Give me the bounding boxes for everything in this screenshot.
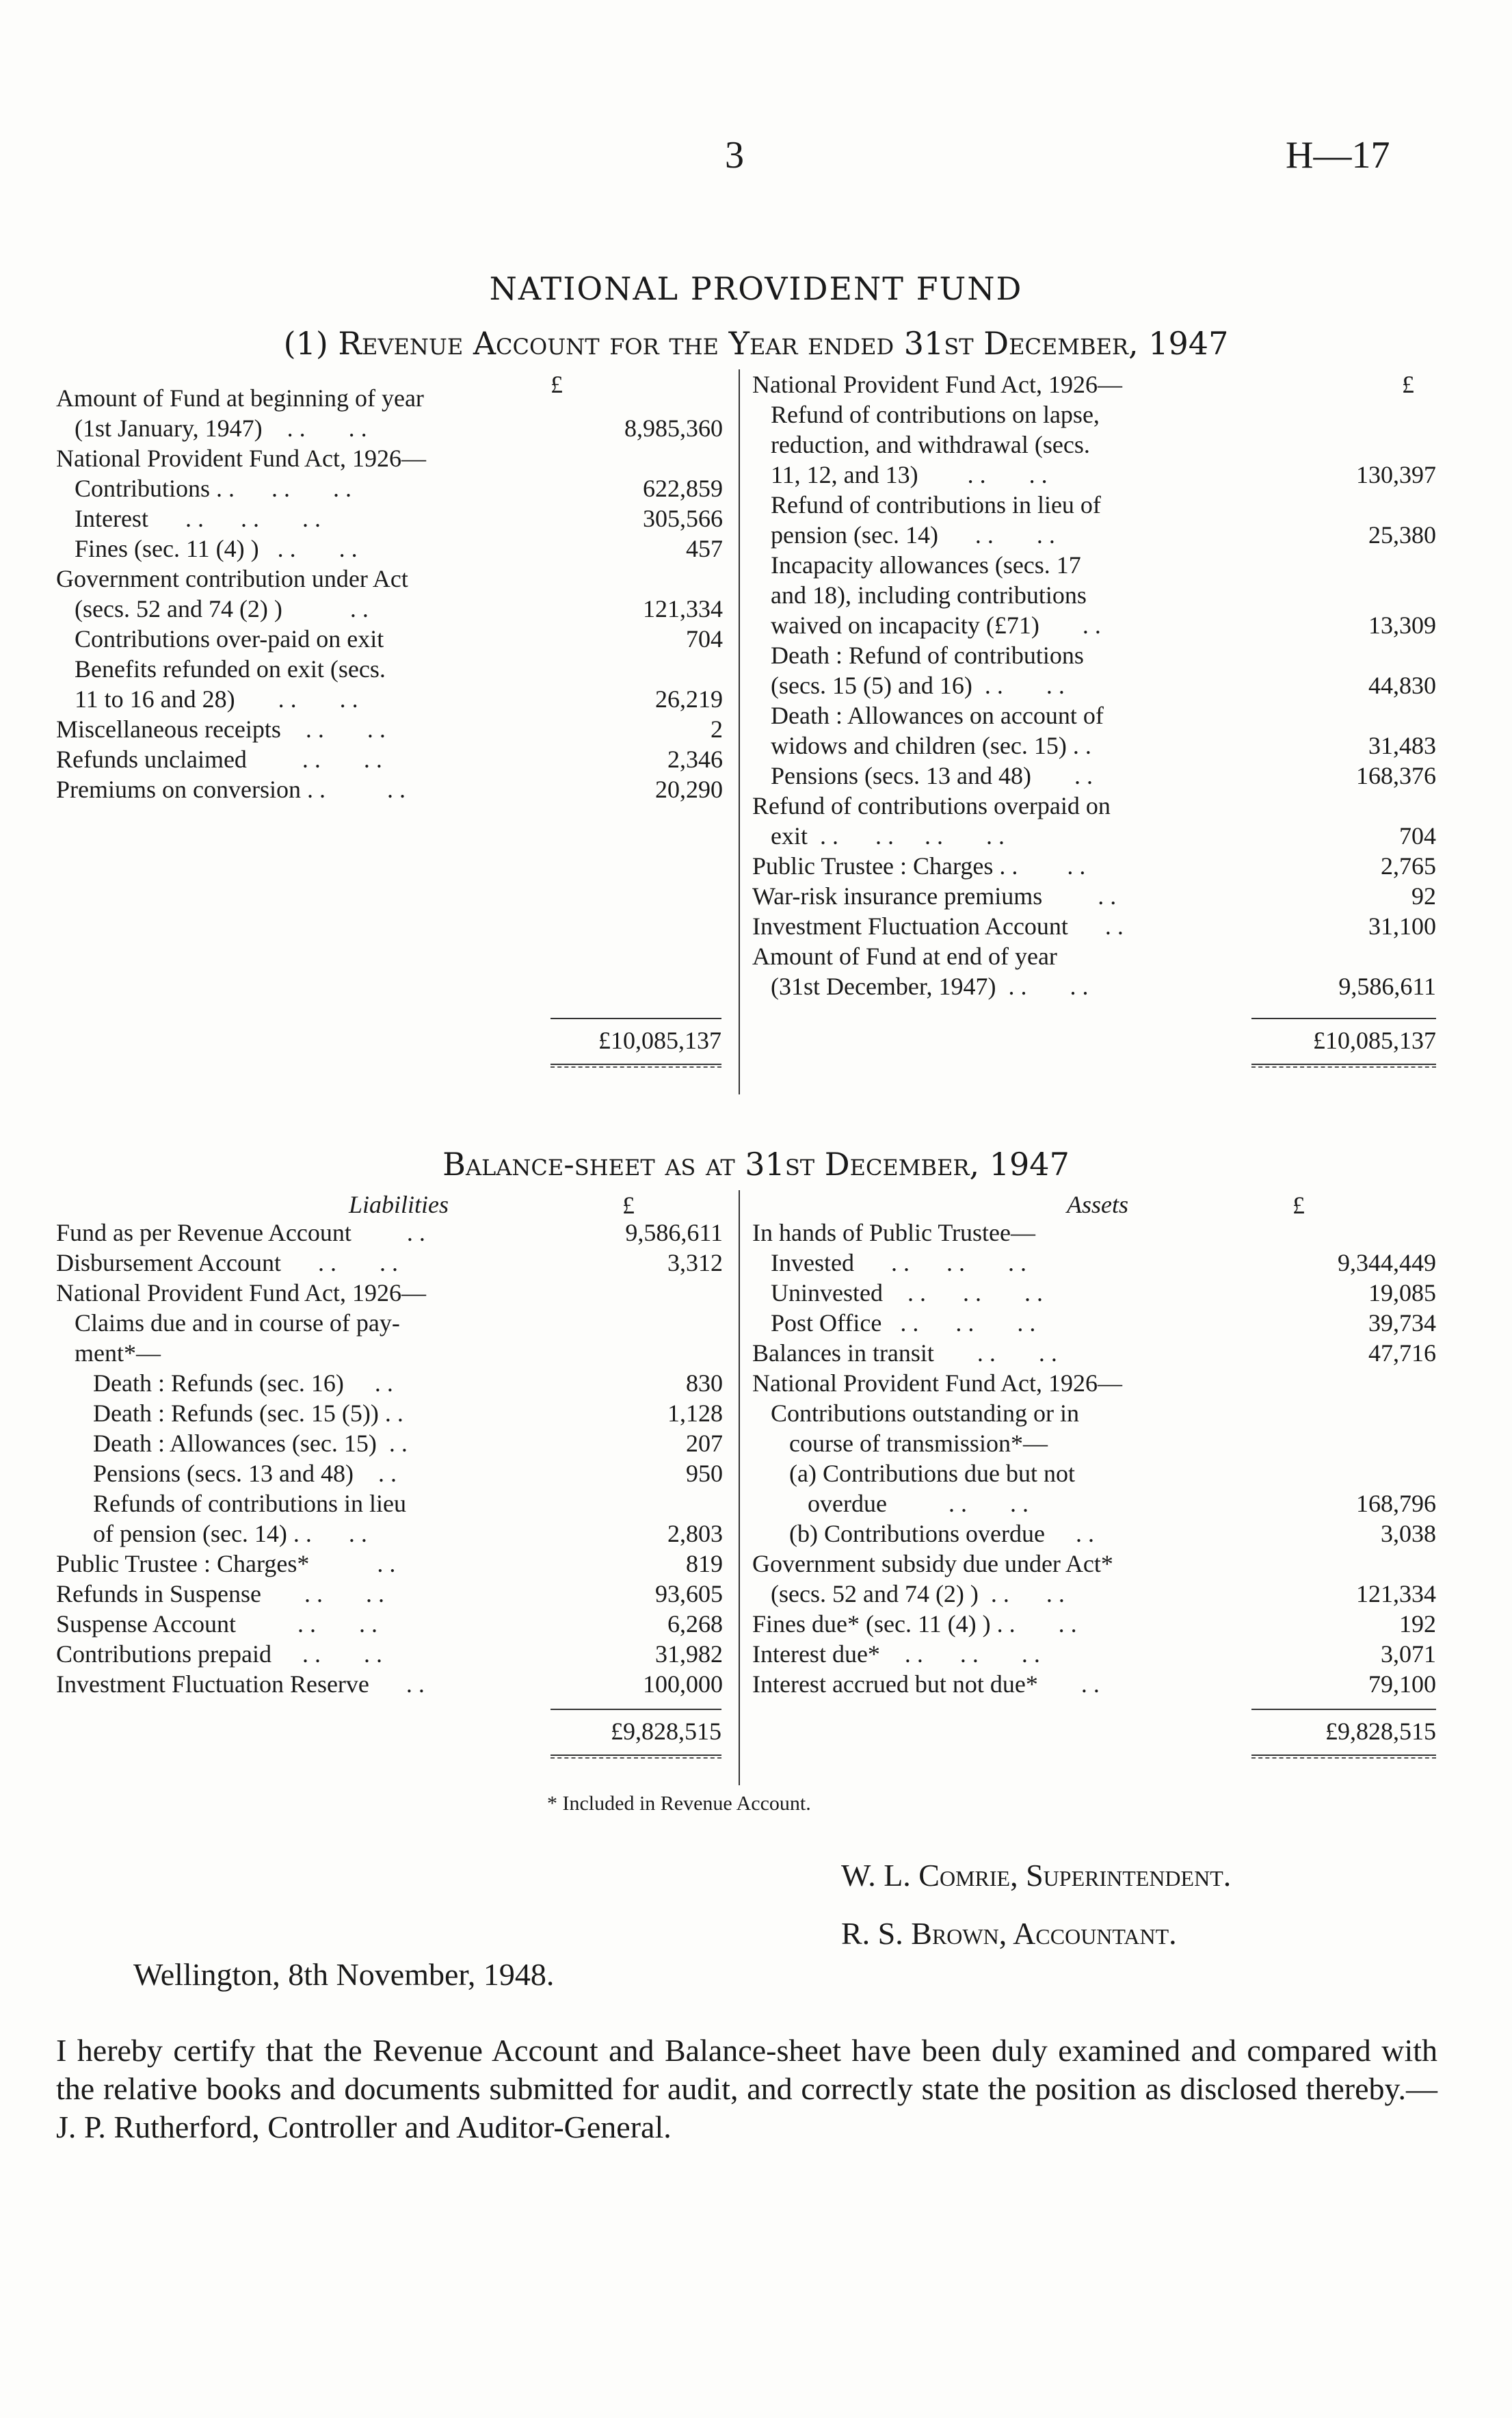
revenue-payment-label: Refund of contributions on lapse,	[752, 401, 1100, 428]
liability-row	[56, 1519, 723, 1549]
revenue-receipt-row	[56, 744, 723, 774]
revenue-payment-label: Public Trustee : Charges . . . .	[752, 852, 1086, 880]
place-and-date: Wellington, 8th November, 1948.	[133, 1957, 555, 1992]
revenue-receipt-amount: 2,346	[667, 746, 723, 773]
signature-superintendent: W. L. Comrie, Superintendent.	[841, 1858, 1232, 1893]
revenue-payment-label: Pensions (secs. 13 and 48) . .	[752, 762, 1093, 789]
revenue-left-currency: £	[551, 371, 563, 398]
revenue-receipt-label: Premiums on conversion . . . .	[56, 776, 406, 803]
revenue-payment-label: Investment Fluctuation Account . .	[752, 912, 1124, 940]
revenue-receipt-row	[56, 443, 723, 473]
asset-amount: 3,038	[1381, 1520, 1436, 1547]
liability-amount: 819	[686, 1550, 723, 1577]
revenue-payment-amount: 2,765	[1381, 852, 1436, 880]
revenue-payment-amount: 31,483	[1368, 732, 1436, 759]
revenue-receipt-row	[56, 473, 723, 503]
liability-row	[56, 1398, 723, 1428]
balance-right-double-rule	[1251, 1755, 1436, 1759]
asset-amount: 192	[1399, 1610, 1436, 1638]
asset-row	[752, 1218, 1436, 1248]
revenue-left-total-rule	[551, 1018, 721, 1019]
revenue-receipt-row	[56, 503, 723, 534]
asset-row	[752, 1428, 1436, 1458]
revenue-payment-label: waived on incapacity (£71) . .	[752, 612, 1101, 639]
revenue-payment-label: Refund of contributions overpaid on	[752, 792, 1111, 819]
revenue-payment-label: 11, 12, and 13) . . . .	[752, 461, 1048, 488]
revenue-payment-amount: 130,397	[1356, 461, 1436, 488]
audit-certificate: I hereby certify that the Revenue Account and Balance-sheet have been duly examined and compared with the relative books and documents submitted for audit, and correctly state the position as disclosed thereby.—J. P. Rutherford, Controller and Auditor-General.	[56, 2033, 1437, 2144]
revenue-column-divider	[739, 369, 740, 1094]
liability-row	[56, 1669, 723, 1699]
liability-label: Fund as per Revenue Account . .	[56, 1219, 425, 1246]
revenue-payment-row	[752, 851, 1436, 881]
asset-row	[752, 1248, 1436, 1278]
revenue-receipt-amount: 457	[686, 535, 723, 562]
revenue-payment-row	[752, 761, 1436, 791]
revenue-payment-row	[752, 520, 1436, 550]
asset-row	[752, 1579, 1436, 1609]
balance-left-total-rule	[551, 1709, 721, 1710]
revenue-payment-row	[752, 399, 1436, 430]
asset-amount: 168,796	[1356, 1490, 1436, 1517]
revenue-payment-label: National Provident Fund Act, 1926—	[752, 371, 1122, 398]
revenue-payments-list	[752, 369, 1436, 1001]
revenue-total-left: £10,085,137	[598, 1027, 721, 1054]
revenue-payment-amount: 31,100	[1368, 912, 1436, 940]
asset-amount: 121,334	[1356, 1580, 1436, 1607]
asset-amount: 19,085	[1368, 1279, 1436, 1306]
balance-total-left: £9,828,515	[611, 1718, 721, 1745]
revenue-payment-amount: 44,830	[1368, 672, 1436, 699]
asset-label: Government subsidy due under Act*	[752, 1550, 1113, 1577]
liability-row	[56, 1458, 723, 1488]
revenue-receipt-amount: 26,219	[655, 685, 723, 713]
revenue-receipt-label: (1st January, 1947) . . . .	[56, 415, 367, 442]
liability-row	[56, 1609, 723, 1639]
asset-row	[752, 1308, 1436, 1338]
asset-amount: 3,071	[1381, 1640, 1436, 1668]
revenue-receipt-row	[56, 534, 723, 564]
liability-row	[56, 1639, 723, 1669]
revenue-payment-label: Incapacity allowances (secs. 17	[752, 551, 1081, 579]
revenue-receipt-amount: 305,566	[643, 505, 723, 532]
revenue-payment-row	[752, 610, 1436, 640]
revenue-payment-label: (31st December, 1947) . . . .	[752, 973, 1089, 1000]
revenue-right-currency: £	[1402, 371, 1414, 398]
liability-row	[56, 1218, 723, 1248]
revenue-payment-row	[752, 881, 1436, 911]
revenue-payment-row	[752, 550, 1436, 580]
revenue-payment-label: Death : Allowances on account of	[752, 702, 1104, 729]
revenue-receipt-row	[56, 654, 723, 684]
revenue-receipt-label: National Provident Fund Act, 1926—	[56, 445, 426, 472]
revenue-receipt-row	[56, 774, 723, 804]
liabilities-heading: Liabilities	[349, 1191, 449, 1218]
revenue-receipt-label: 11 to 16 and 28) . . . .	[56, 685, 358, 713]
revenue-payment-row	[752, 911, 1436, 941]
asset-label: Invested . . . . . .	[752, 1249, 1026, 1276]
asset-amount: 9,344,449	[1338, 1249, 1436, 1276]
liability-label: Contributions prepaid . . . .	[56, 1640, 382, 1668]
revenue-payment-row	[752, 731, 1436, 761]
liability-row	[56, 1338, 723, 1368]
liability-label: Claims due and in course of pay-	[56, 1309, 400, 1337]
liability-label: Suspense Account . . . .	[56, 1610, 377, 1638]
asset-label: Balances in transit . . . .	[752, 1339, 1057, 1367]
revenue-payment-label: Refund of contributions in lieu of	[752, 491, 1101, 518]
revenue-payment-row	[752, 430, 1436, 460]
liability-label: Investment Fluctuation Reserve . .	[56, 1670, 425, 1698]
liability-amount: 31,982	[655, 1640, 723, 1668]
revenue-payment-amount: 25,380	[1368, 521, 1436, 549]
document-reference: H—17	[1286, 134, 1390, 176]
liability-label: Public Trustee : Charges* . .	[56, 1550, 396, 1577]
revenue-payment-amount: 13,309	[1368, 612, 1436, 639]
revenue-payment-amount: 92	[1411, 882, 1436, 910]
balance-left-currency: £	[622, 1192, 635, 1219]
revenue-receipt-amount: 8,985,360	[624, 415, 723, 442]
revenue-receipt-label: Miscellaneous receipts . . . .	[56, 715, 386, 743]
footnote: * Included in Revenue Account.	[547, 1792, 811, 1815]
asset-label: (secs. 52 and 74 (2) ) . . . .	[752, 1580, 1065, 1607]
revenue-receipt-row	[56, 684, 723, 714]
revenue-payment-row	[752, 460, 1436, 490]
liability-label: Refunds of contributions in lieu	[56, 1490, 406, 1517]
revenue-receipt-label: Fines (sec. 11 (4) ) . . . .	[56, 535, 358, 562]
liability-amount: 830	[686, 1369, 723, 1397]
asset-row	[752, 1609, 1436, 1639]
balance-left-double-rule	[551, 1755, 721, 1759]
asset-row	[752, 1639, 1436, 1669]
revenue-receipt-label: Contributions over-paid on exit	[56, 625, 384, 653]
liability-label: Death : Refunds (sec. 16) . .	[56, 1369, 393, 1397]
revenue-receipt-amount: 704	[686, 625, 723, 653]
liability-amount: 100,000	[643, 1670, 723, 1698]
asset-row	[752, 1458, 1436, 1488]
asset-amount: 39,734	[1368, 1309, 1436, 1337]
revenue-payment-row	[752, 640, 1436, 670]
revenue-receipt-amount: 121,334	[643, 595, 723, 622]
revenue-payment-row	[752, 369, 1436, 399]
revenue-payment-amount: 704	[1399, 822, 1436, 850]
asset-row	[752, 1549, 1436, 1579]
liability-row	[56, 1579, 723, 1609]
revenue-receipt-row	[56, 624, 723, 654]
liability-label: Pensions (secs. 13 and 48) . .	[56, 1460, 397, 1487]
revenue-receipt-label: Interest . . . . . .	[56, 505, 321, 532]
revenue-receipt-amount: 20,290	[655, 776, 723, 803]
revenue-payment-row	[752, 670, 1436, 700]
revenue-receipt-label: Government contribution under Act	[56, 565, 408, 592]
revenue-payment-label: exit . . . . . . . .	[752, 822, 1005, 850]
revenue-receipt-amount: 622,859	[643, 475, 723, 502]
revenue-receipt-row	[56, 413, 723, 443]
revenue-receipts-list	[56, 383, 723, 804]
asset-amount: 79,100	[1368, 1670, 1436, 1698]
revenue-payment-label: pension (sec. 14) . . . .	[752, 521, 1055, 549]
liability-label: Death : Refunds (sec. 15 (5)) . .	[56, 1399, 403, 1427]
balance-right-currency: £	[1292, 1192, 1305, 1219]
assets-list	[752, 1218, 1436, 1699]
liability-row	[56, 1428, 723, 1458]
asset-row	[752, 1368, 1436, 1398]
revenue-receipt-row	[56, 714, 723, 744]
revenue-payment-row	[752, 941, 1436, 971]
revenue-receipt-amount: 2	[711, 715, 723, 743]
asset-label: National Provident Fund Act, 1926—	[752, 1369, 1122, 1397]
revenue-receipt-label: (secs. 52 and 74 (2) ) . .	[56, 595, 369, 622]
revenue-payment-row	[752, 821, 1436, 851]
revenue-payment-row	[752, 580, 1436, 610]
asset-label: course of transmission*—	[752, 1430, 1048, 1457]
asset-row	[752, 1669, 1436, 1699]
revenue-payment-label: (secs. 15 (5) and 16) . . . .	[752, 672, 1065, 699]
revenue-payment-label: Death : Refund of contributions	[752, 642, 1084, 669]
revenue-receipt-row	[56, 564, 723, 594]
asset-amount: 47,716	[1368, 1339, 1436, 1367]
revenue-payment-label: Amount of Fund at end of year	[752, 943, 1057, 970]
liability-label: Refunds in Suspense . . . .	[56, 1580, 384, 1607]
revenue-payment-label: and 18), including contributions	[752, 581, 1087, 609]
liability-row	[56, 1368, 723, 1398]
liability-amount: 207	[686, 1430, 723, 1457]
asset-label: (a) Contributions due but not	[752, 1460, 1075, 1487]
liability-label: National Provident Fund Act, 1926—	[56, 1279, 426, 1306]
asset-label: In hands of Public Trustee—	[752, 1219, 1035, 1246]
liability-amount: 3,312	[667, 1249, 723, 1276]
asset-label: Fines due* (sec. 11 (4) ) . . . .	[752, 1610, 1077, 1638]
signature-accountant: R. S. Brown, Accountant.	[841, 1916, 1177, 1951]
balance-right-total-rule	[1251, 1709, 1436, 1710]
balance-subtitle: Balance-sheet as at 31st December, 1947	[442, 1146, 1070, 1183]
asset-label: Uninvested . . . . . .	[752, 1279, 1043, 1306]
assets-heading: Assets	[1067, 1191, 1128, 1218]
liability-label: Disbursement Account . . . .	[56, 1249, 398, 1276]
asset-row	[752, 1398, 1436, 1428]
asset-label: (b) Contributions overdue . .	[752, 1520, 1094, 1547]
asset-row	[752, 1338, 1436, 1368]
revenue-payment-row	[752, 971, 1436, 1001]
balance-total-right: £9,828,515	[1325, 1718, 1436, 1745]
revenue-right-total-rule	[1251, 1018, 1436, 1019]
revenue-payment-row	[752, 700, 1436, 731]
liability-row	[56, 1248, 723, 1278]
revenue-receipt-row	[56, 383, 723, 413]
revenue-subtitle: (1) Revenue Account for the Year ended 31st December, 1947	[283, 325, 1229, 362]
liability-amount: 6,268	[667, 1610, 723, 1638]
revenue-receipt-label: Benefits refunded on exit (secs.	[56, 655, 386, 683]
revenue-payment-row	[752, 791, 1436, 821]
revenue-payment-label: widows and children (sec. 15) . .	[752, 732, 1091, 759]
asset-row	[752, 1519, 1436, 1549]
revenue-total-right: £10,085,137	[1313, 1027, 1436, 1054]
liability-row	[56, 1488, 723, 1519]
revenue-receipt-label: Refunds unclaimed . . . .	[56, 746, 382, 773]
liability-amount: 2,803	[667, 1520, 723, 1547]
liability-amount: 9,586,611	[625, 1219, 723, 1246]
revenue-left-double-rule	[551, 1064, 721, 1068]
document-title: NATIONAL PROVIDENT FUND	[489, 270, 1023, 307]
revenue-payment-row	[752, 490, 1436, 520]
page-number: 3	[725, 134, 744, 176]
revenue-receipt-label: Contributions . . . . . .	[56, 475, 352, 502]
revenue-payment-label: reduction, and withdrawal (secs.	[752, 431, 1090, 458]
balance-column-divider	[739, 1190, 740, 1785]
asset-label: overdue . . . .	[752, 1490, 1029, 1517]
liability-row	[56, 1549, 723, 1579]
revenue-receipt-row	[56, 594, 723, 624]
liability-label: ment*—	[56, 1339, 161, 1367]
revenue-payment-amount: 168,376	[1356, 762, 1436, 789]
liability-row	[56, 1308, 723, 1338]
asset-label: Contributions outstanding or in	[752, 1399, 1080, 1427]
liability-amount: 1,128	[667, 1399, 723, 1427]
asset-label: Interest due* . . . . . .	[752, 1640, 1040, 1668]
liability-amount: 93,605	[655, 1580, 723, 1607]
asset-label: Post Office . . . . . .	[752, 1309, 1036, 1337]
asset-label: Interest accrued but not due* . .	[752, 1670, 1100, 1698]
liability-row	[56, 1278, 723, 1308]
revenue-payment-amount: 9,586,611	[1338, 973, 1436, 1000]
asset-row	[752, 1278, 1436, 1308]
revenue-right-double-rule	[1251, 1064, 1436, 1068]
asset-row	[752, 1488, 1436, 1519]
liability-label: of pension (sec. 14) . . . .	[56, 1520, 367, 1547]
liabilities-list	[56, 1218, 723, 1699]
liability-amount: 950	[686, 1460, 723, 1487]
revenue-payment-label: War-risk insurance premiums . .	[752, 882, 1117, 910]
revenue-receipt-label: Amount of Fund at beginning of year	[56, 384, 424, 412]
liability-label: Death : Allowances (sec. 15) . .	[56, 1430, 408, 1457]
